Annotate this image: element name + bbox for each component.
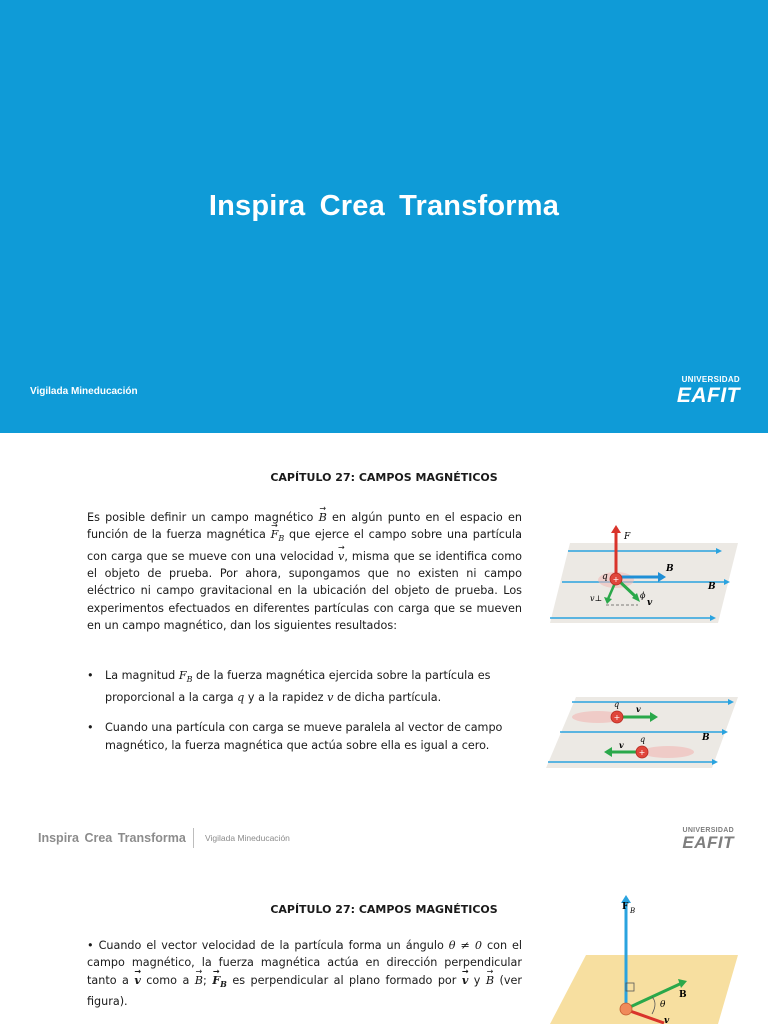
parallel-motion-figure bbox=[542, 695, 738, 770]
bullet-item bbox=[87, 667, 507, 707]
symbol-B: → B bbox=[195, 972, 203, 989]
label-phi: ϕ bbox=[640, 591, 646, 600]
label-v: v bbox=[647, 598, 653, 608]
label-v: v bbox=[664, 1016, 670, 1024]
bullet-dot: • bbox=[87, 669, 94, 682]
charge bbox=[620, 1003, 632, 1015]
text-run: con el campo magnético, la fuerza magnética actúa en dirección perpendicular tanto a bbox=[87, 939, 522, 987]
slide-footer bbox=[0, 825, 768, 855]
label-B: B bbox=[666, 564, 674, 574]
logo-university-text: UNIVERSIDAD bbox=[681, 375, 740, 384]
cover-subtitle: Vigilada Mineducación bbox=[30, 386, 138, 397]
bullet-text: Cuando una partícula con carga se mueve paralela al vector de campo magnético, la fuerza magnética que actúa sobre ella es igual a cero. bbox=[105, 721, 503, 752]
label-vperp: v⊥ bbox=[590, 594, 603, 603]
label-q: q bbox=[602, 572, 608, 582]
content-slide bbox=[0, 869, 768, 1024]
symbol-F: F bbox=[178, 669, 187, 682]
cover-slide bbox=[0, 0, 768, 433]
bullet-item bbox=[87, 719, 507, 755]
symbol-v: v bbox=[327, 691, 334, 705]
text-run: de dicha partícula. bbox=[333, 691, 442, 705]
text-run: ; bbox=[203, 973, 213, 987]
magnetic-force-figure bbox=[548, 525, 738, 635]
symbol-v: → v bbox=[462, 972, 469, 989]
perpendicular-force-figure bbox=[548, 883, 738, 1024]
symbol-subscript: B bbox=[220, 978, 227, 989]
content-slide bbox=[0, 433, 768, 869]
chapter-title: CAPÍTULO 27: CAMPOS MAGNÉTICOS bbox=[270, 471, 498, 484]
eafit-logo bbox=[660, 376, 740, 406]
symbol-B: → B bbox=[486, 972, 494, 989]
label-v: v bbox=[619, 740, 624, 750]
label-B: B bbox=[702, 733, 710, 743]
svg-text:+: + bbox=[613, 713, 621, 722]
logo-eafit-text: EAFIT bbox=[682, 833, 734, 852]
text-run: y a la rapidez bbox=[244, 691, 328, 705]
label-v: v bbox=[636, 704, 641, 714]
text-run: es perpendicular al plano formado por bbox=[226, 973, 462, 987]
label-q: q bbox=[614, 700, 620, 709]
label-B: B bbox=[679, 990, 687, 1000]
symbol-v: → v bbox=[338, 548, 344, 565]
intro-paragraph bbox=[87, 509, 522, 634]
text-run: , misma que se identifica como el objeto de prueba. Por ahora, supongamos que no existen ni campo eléctrico ni campo gravitacional en la ubicación del objeto de prueba. Los experimentos efectuados en diferentes partículas con carga que se mueven en un campo magnético, dan los siguientes resultados: bbox=[87, 549, 523, 633]
footer-subtitle: Vigilada Mineducación bbox=[205, 833, 290, 843]
chapter-title: CAPÍTULO 27: CAMPOS MAGNÉTICOS bbox=[270, 903, 498, 916]
symbol-F: → F bbox=[212, 972, 220, 989]
symbol-subscript: B bbox=[186, 675, 193, 685]
text-run: • Cuando el vector velocidad de la partícula forma un ángulo bbox=[87, 939, 449, 952]
explanation-paragraph bbox=[87, 937, 522, 1010]
cover-title: Inspira Crea Transforma bbox=[208, 190, 560, 222]
text-run: La magnitud bbox=[105, 669, 179, 682]
symbol-B: → B bbox=[319, 509, 327, 526]
symbol-q: q bbox=[237, 691, 245, 705]
text-run: Es posible definir un campo magnético bbox=[87, 511, 319, 524]
logo-eafit-text: EAFIT bbox=[676, 384, 740, 407]
text-run: de la fuerza magnética ejercida sobre la partícula es proporcional a la carga bbox=[105, 669, 491, 705]
text-run: que ejerce el campo sobre una partícula con carga que se mueve con una velocidad bbox=[87, 528, 522, 563]
text-run: como a bbox=[140, 973, 195, 987]
label-F: F bbox=[624, 532, 631, 542]
eafit-logo bbox=[650, 827, 734, 851]
symbol-subscript: B bbox=[278, 534, 285, 544]
text-run: en algún punto en el espacio en función de la fuerza magnética bbox=[87, 511, 522, 542]
label-q: q bbox=[640, 735, 646, 744]
label-F: F bbox=[622, 902, 629, 912]
footer-brand: Inspira Crea Transforma bbox=[38, 831, 186, 845]
symbol-v: → v bbox=[134, 972, 141, 989]
text-run: (ver figura). bbox=[87, 973, 523, 1009]
symbol-F: → F bbox=[271, 526, 279, 543]
footer-divider bbox=[193, 828, 194, 848]
logo-university-text: UNIVERSIDAD bbox=[682, 827, 734, 834]
bullet-dot: • bbox=[87, 721, 94, 734]
svg-text:+: + bbox=[638, 748, 646, 757]
label-F-subscript: B bbox=[630, 907, 636, 915]
plane bbox=[550, 955, 738, 1024]
svg-text:+: + bbox=[612, 575, 620, 584]
label-B: B bbox=[708, 582, 716, 592]
symbol-theta: θ ≠ 0 bbox=[448, 939, 482, 952]
text-run: y bbox=[468, 973, 486, 987]
label-theta: θ bbox=[660, 1000, 666, 1010]
